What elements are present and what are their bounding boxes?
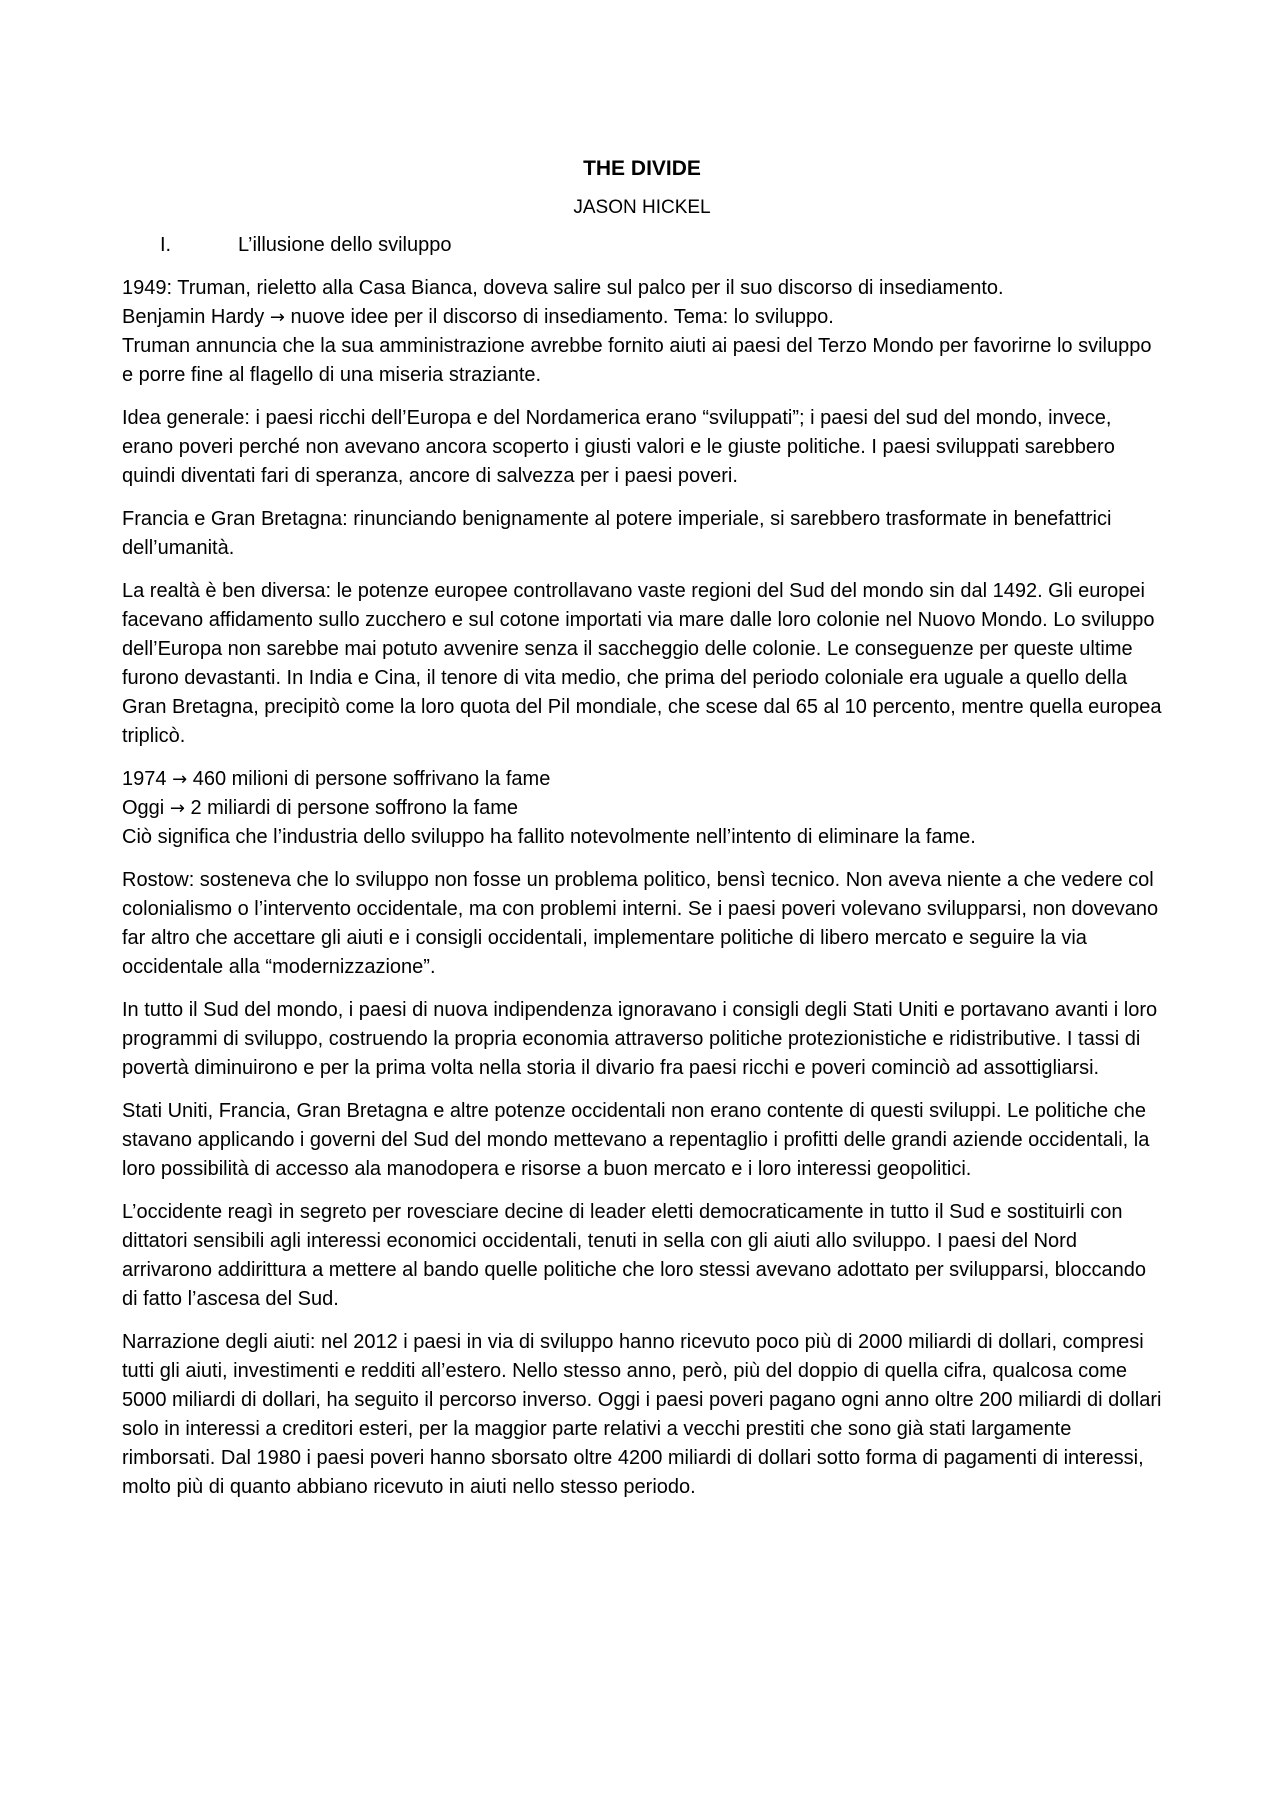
paragraph-6: Rostow: sosteneva che lo sviluppo non fosse un problema politico, bensì tecnico. Non aveva niente a che vedere col colonialismo o l’intervento occidentale, ma con problemi interni. Se i paesi poveri volevano svilupparsi, non dovevano far altro che accettare gli aiuti e i consigli occidentali, implementare politiche di libero mercato e seguire la via occidentale alla “modernizzazione”. <box>122 869 1159 978</box>
document-author: JASON HICKEL <box>573 197 711 218</box>
paragraph-5-line-2 <box>122 794 1162 823</box>
section-heading <box>122 232 1162 258</box>
hunger-1974-text: 460 milioni di persone soffrivano la fame <box>187 768 551 790</box>
paragraph-1-line-2 <box>122 303 1162 332</box>
paragraph-10: Narrazione degli aiuti: nel 2012 i paesi in via di sviluppo hanno ricevuto poco più di 2000 miliardi di dollari, compresi tutti gli aiuti, investimenti e redditi all’estero. Nello stesso anno, però, più del doppio di quella cifra, qualcosa come 5000 miliardi di dollari, ha seguito il percorso inverso. Oggi i paesi poveri pagano ogni anno oltre 200 miliardi di dollari solo in interessi a creditori esteri, per la maggior parte relativi a vecchi prestiti che sono già stati largamente rimborsati. Dal 1980 i paesi poveri hanno sborsato oltre 4200 miliardi di dollari sotto forma di pagamenti di interessi, molto più di quanto abbiano ricevuto in aiuti nello stesso periodo. <box>122 1331 1162 1498</box>
paragraph-5-line-1 <box>122 765 1162 794</box>
paragraph-1-line-1: 1949: Truman, rieletto alla Casa Bianca, doveva salire sul palco per il suo discorso di insediamento. <box>122 277 1004 299</box>
document-body <box>122 150 1162 1516</box>
paragraph-7: In tutto il Sud del mondo, i paesi di nuova indipendenza ignoravano i consigli degli Stati Uniti e portavano avanti i loro programmi di sviluppo, costruendo la propria economia attraverso politiche protezionistiche e ridistributive. I tassi di povertà diminuirono e per la prima volta nella storia il divario fra paesi ricchi e poveri cominciò ad assottigliarsi. <box>122 999 1158 1079</box>
arrow-right-icon: → <box>269 307 285 328</box>
paragraph-5-line-3: Ciò significa che l’industria dello sviluppo ha fallito notevolmente nell’intento di eliminare la fame. <box>122 826 976 848</box>
section-number: I. <box>160 234 172 256</box>
paragraph-2: Idea generale: i paesi ricchi dell’Europa e del Nordamerica erano “sviluppati”; i paesi del sud del mondo, invece, erano poveri perché non avevano ancora scoperto i giusti valori e le giuste politiche. I paesi sviluppati sarebbero quindi diventati fari di speranza, ancore di salvezza per i paesi poveri. <box>122 407 1115 487</box>
section-title: L’illusione dello sviluppo <box>238 234 452 256</box>
paragraph-3: Francia e Gran Bretagna: rinunciando benignamente al potere imperiale, si sarebbero trasformate in benefattrici dell’umanità. <box>122 508 1112 559</box>
paragraph-8: Stati Uniti, Francia, Gran Bretagna e altre potenze occidentali non erano contente di questi sviluppi. Le politiche che stavano applicando i governi del Sud del mondo mettevano a repentaglio i profitti delle grandi aziende occidentali, la loro possibilità di accesso ala manodopera e risorse a buon mercato e i loro interessi geopolitici. <box>122 1100 1150 1180</box>
hunger-today-text: 2 miliardi di persone soffrono la fame <box>184 797 519 819</box>
paragraph-4: La realtà è ben diversa: le potenze europee controllavano vaste regioni del Sud del mondo sin dal 1492. Gli europei facevano affidamento sullo zucchero e sul cotone importati via mare dalle loro colonie nel Nuovo Mondo. Lo sviluppo dell’Europa non sarebbe mai potuto avvenire senza il saccheggio delle colonie. Le conseguenze per queste ultime furono devastanti. In India e Cina, il tenore di vita medio, che prima del periodo coloniale era uguale a quello della Gran Bretagna, precipitò come la loro quota del Pil mondiale, che scese dal 65 al 10 percento, mentre quella europea triplicò. <box>122 580 1162 747</box>
hardy-text-rest: nuove idee per il discorso di insediamento. Tema: lo sviluppo. <box>284 306 834 328</box>
today-label: Oggi <box>122 797 170 819</box>
arrow-right-icon: → <box>172 769 188 790</box>
document-title: THE DIVIDE <box>583 157 701 180</box>
year-1974: 1974 <box>122 768 173 790</box>
paragraph-1-line-3: Truman annuncia che la sua amministrazione avrebbe fornito aiuti ai paesi del Terzo Mondo per favorirne lo sviluppo e porre fine al flagello di una miseria straziante. <box>122 335 1152 386</box>
paragraph-5 <box>122 765 1162 852</box>
hardy-text: Benjamin Hardy <box>122 306 270 328</box>
paragraph-1 <box>122 274 1162 390</box>
arrow-right-icon: → <box>169 798 185 819</box>
paragraph-9: L’occidente reagì in segreto per rovesciare decine di leader eletti democraticamente in tutto il Sud e sostituirli con dittatori sensibili agli interessi economici occidentali, tenuti in sella con gli aiuti allo sviluppo. I paesi del Nord arrivarono addirittura a mettere al bando quelle politiche che loro stessi avevano adottato per svilupparsi, bloccando di fatto l’ascesa del Sud. <box>122 1201 1146 1310</box>
